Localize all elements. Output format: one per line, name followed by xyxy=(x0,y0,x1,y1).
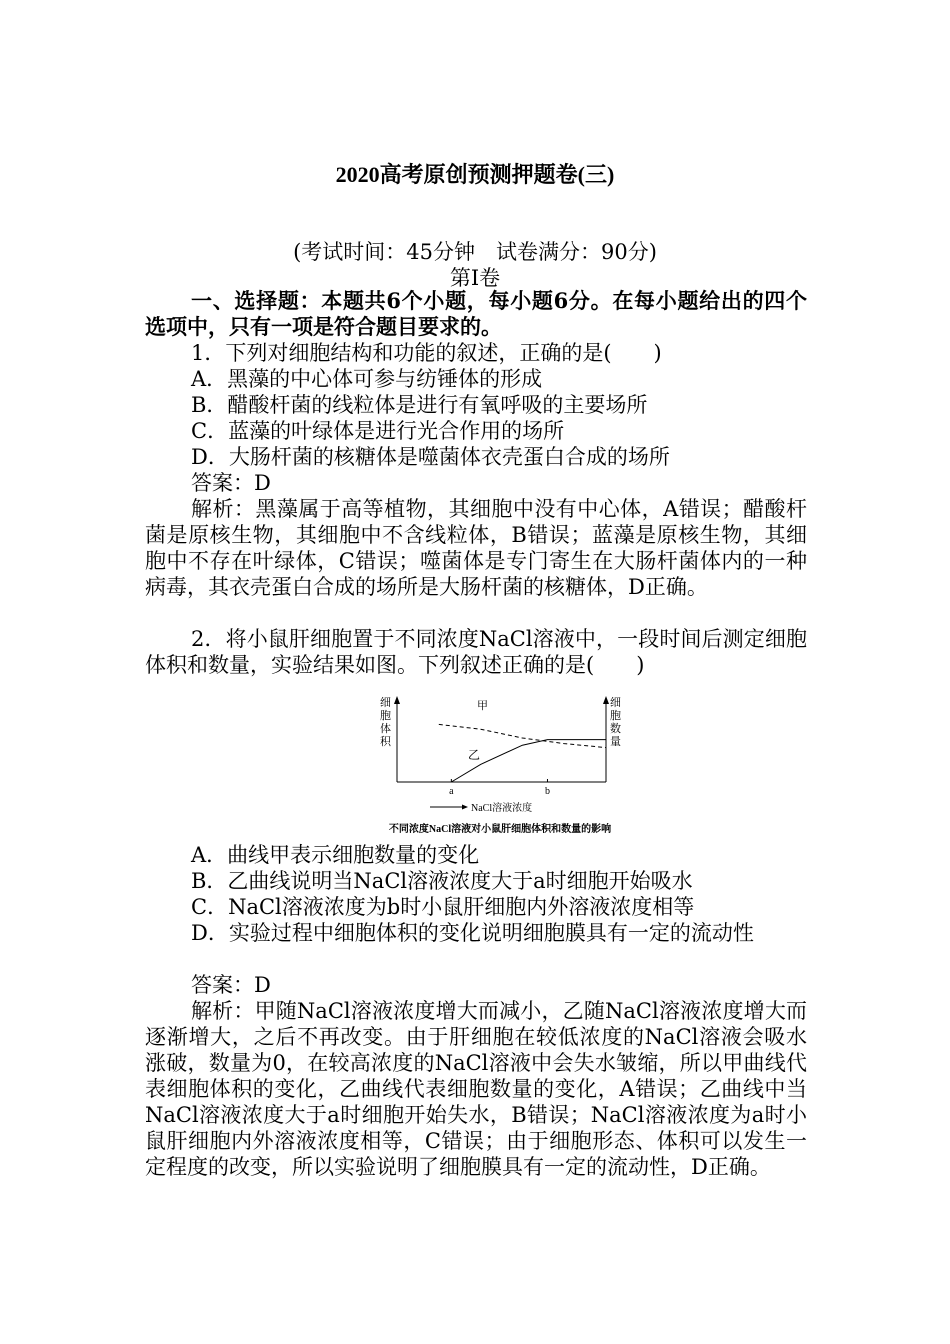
x-axis-label: NaCl溶液浓度 xyxy=(471,803,533,814)
q1-option-a: A．黑藻的中心体可参与纺锤体的形成 xyxy=(191,367,543,391)
q2-analysis xyxy=(145,998,807,1180)
volume-label: 第Ⅰ卷 xyxy=(449,266,501,290)
q1-stem: 1．下列对细胞结构和功能的叙述，正确的是( ) xyxy=(191,341,662,365)
left-axis-char-3: 体 xyxy=(380,723,391,735)
tick-label-a: a xyxy=(449,786,454,797)
left-axis-char-4: 积 xyxy=(380,736,391,748)
q1-analysis xyxy=(145,496,807,600)
q2-option-d: D．实验过程中细胞体积的变化说明细胞膜具有一定的流动性 xyxy=(191,921,754,945)
right-axis-arrow xyxy=(603,696,609,704)
tick-label-b: b xyxy=(544,786,550,797)
q1-answer: 答案：D xyxy=(191,471,271,495)
nacl-chart xyxy=(350,690,650,838)
q2-analysis-label: 解析： xyxy=(191,999,255,1023)
curve-jia xyxy=(439,724,606,747)
q1-analysis-text: 黑藻属于高等植物，其细胞中没有中心体，A错误；醋酸杆菌是原核生物，其细胞中不含线粒体，B错误；蓝藻是原核生物，其细胞中不存在叶绿体，C错误；噬菌体是专门寄生在大肠杆菌体内的一种病毒，其衣壳蛋白合成的场所是大肠杆菌的核糖体，D正确。 xyxy=(145,497,807,599)
x-label-arrowhead xyxy=(462,805,468,810)
right-axis-char-4: 量 xyxy=(610,736,621,748)
label-jia: 甲 xyxy=(477,700,488,712)
label-yi: 乙 xyxy=(468,748,481,762)
right-axis-char-3: 数 xyxy=(610,723,621,735)
left-axis-arrow xyxy=(394,696,400,704)
exam-info: (考试时间：45分钟 试卷满分：90分) xyxy=(293,240,657,264)
q2-option-b: B．乙曲线说明当NaCl溶液浓度大于a时细胞开始吸水 xyxy=(191,869,693,893)
q2-stem: 2．将小鼠肝细胞置于不同浓度NaCl溶液中，一段时间后测定细胞体积和数量，实验结果如图。下列叙述正确的是( ) xyxy=(145,627,807,677)
paper-title: 2020高考原创预测押题卷(三) xyxy=(335,162,615,187)
right-axis-char-2: 胞 xyxy=(610,710,621,722)
right-axis-char-1: 细 xyxy=(610,697,621,709)
q2-option-a: A．曲线甲表示细胞数量的变化 xyxy=(191,843,480,867)
q1-option-c: C．蓝藻的叶绿体是进行光合作用的场所 xyxy=(191,419,565,443)
section-heading: 一、选择题：本题共6个小题，每小题6分。在每小题给出的四个选项中，只有一项是符合题目要求的。 xyxy=(145,288,807,339)
q2-analysis-text: 甲随NaCl溶液浓度增大而减小，乙随NaCl溶液浓度增大而逐渐增大，之后不再改变。由于肝细胞在较低浓度的NaCl溶液会吸水涨破，数量为0，在较高浓度的NaCl溶液中会失水皱缩，所以甲曲线代表细胞体积的变化，乙曲线代表细胞数量的变化，A错误；乙曲线中当NaCl溶液浓度大于a时细胞开始失水，B错误；NaCl溶液浓度为a时小鼠肝细胞内外溶液浓度相等，C错误；由于细胞形态、体积可以发生一定程度的改变，所以实验说明了细胞膜具有一定的流动性，D正确。 xyxy=(145,999,808,1179)
q2-answer: 答案：D xyxy=(191,973,271,997)
figure-caption: 不同浓度NaCl溶液对小鼠肝细胞体积和数量的影响 xyxy=(388,824,612,835)
q1-analysis-label: 解析： xyxy=(191,497,256,521)
left-axis-char-1: 细 xyxy=(380,697,391,709)
q1-option-d: D．大肠杆菌的核糖体是噬菌体衣壳蛋白合成的场所 xyxy=(191,445,670,469)
left-axis-char-2: 胞 xyxy=(380,710,391,722)
q2-option-c: C．NaCl溶液浓度为b时小鼠肝细胞内外溶液浓度相等 xyxy=(191,895,695,919)
q1-option-b: B．醋酸杆菌的线粒体是进行有氧呼吸的主要场所 xyxy=(191,393,648,417)
